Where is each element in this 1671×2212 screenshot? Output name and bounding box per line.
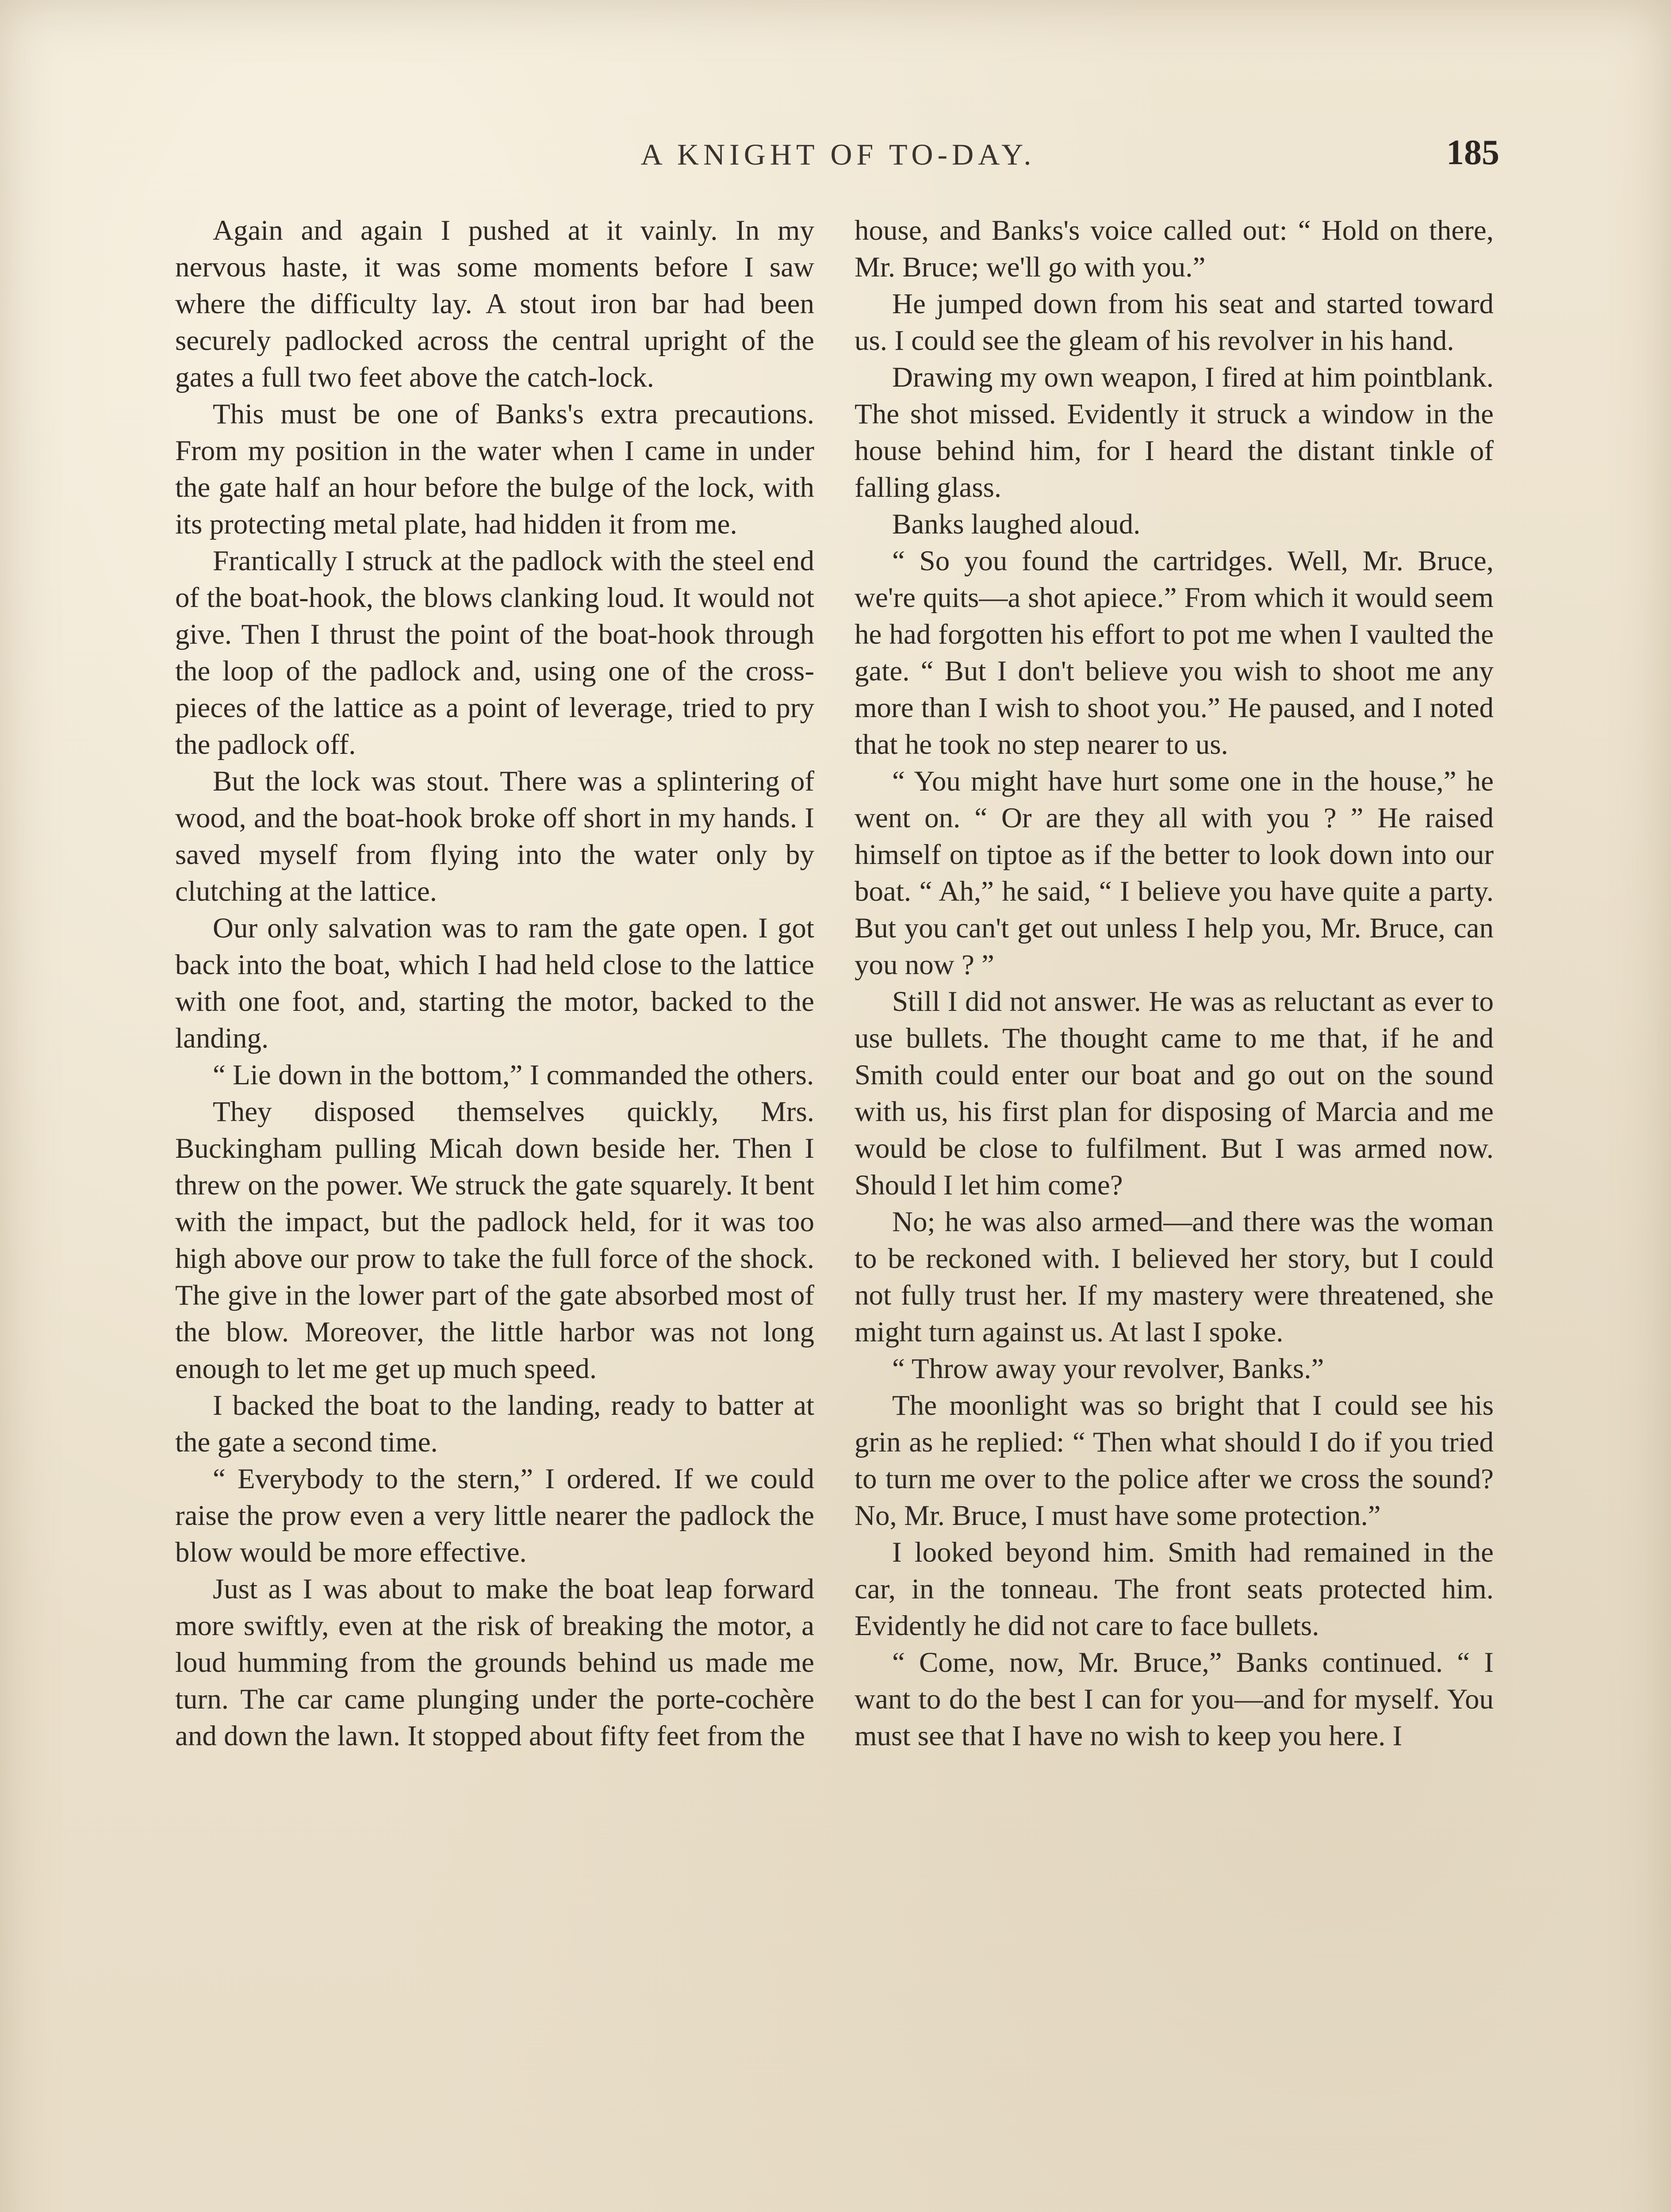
paragraph: The moonlight was so bright that I could see his grin as he replied: “ Then what should I do if you tried to turn me over to the police after we cross the sound? No, Mr. Bruce, I must have some protection.” bbox=[855, 1390, 1494, 1532]
paragraph: “ So you found the cartridges. Well, Mr. Bruce, we're quits—a shot apiece.” From which it would seem he had forgotten his effort to pot me when I vaulted the gate. “ But I don't believe you wish to shoot me any more than I wish to shoot you.” He paused, and I noted that he took no step nearer to us. bbox=[855, 545, 1494, 760]
paragraph: “ Throw away your revolver, Banks.” bbox=[892, 1353, 1324, 1385]
paragraph: Our only salvation was to ram the gate open. I got back into the boat, which I had held close to the lattice with one foot, and, starting the motor, backed to the landing. bbox=[175, 912, 814, 1054]
paragraph: “ You might have hurt some one in the house,” he went on. “ Or are they all with you ? ” He raised himself on tiptoe as if the better to look down into our boat. “ Ah,” he said, “ I believe you have quite a party. But you can't get out unless I help you, Mr. Bruce, can you now ? ” bbox=[855, 765, 1494, 981]
continued-paragraph: house, and Banks's voice called out: “ Hold on there, Mr. Bruce; we'll go with you.” bbox=[855, 215, 1494, 283]
paragraph: Again and again I pushed at it vainly. In my nervous haste, it was some moments before I saw where the difficulty lay. A stout iron bar had been securely padlocked across the central upright of the gates a full two feet above the catch-lock. bbox=[175, 215, 814, 393]
right-column bbox=[855, 212, 1494, 1755]
paragraph: This must be one of Banks's extra precautions. From my position in the water when I came in under the gate half an hour before the bulge of the lock, with its protecting metal plate, had hidden it from me. bbox=[175, 398, 814, 540]
paragraph: Frantically I struck at the padlock with the steel end of the boat-hook, the blows clanking loud. It would not give. Then I thrust the point of the boat-hook through the loop of the padlock and, using one of the cross-pieces of the lattice as a point of leverage, tried to pry the padlock off. bbox=[175, 545, 814, 760]
page-header bbox=[177, 133, 1499, 186]
paragraph: Drawing my own weapon, I fired at him pointblank. The shot missed. Evidently it struck a window in the house behind him, for I heard the distant tinkle of falling glass. bbox=[855, 361, 1494, 503]
page-number: 185 bbox=[1446, 133, 1499, 172]
paragraph: Banks laughed aloud. bbox=[892, 508, 1141, 540]
paragraph: I looked beyond him. Smith had remained in the car, in the tonneau. The front seats protected him. Evidently he did not care to face bullets. bbox=[855, 1536, 1494, 1642]
paragraph: I backed the boat to the landing, ready to batter at the gate a second time. bbox=[175, 1390, 814, 1458]
paragraph: “ Lie down in the bottom,” I commanded the others. bbox=[213, 1059, 814, 1091]
paragraph: They disposed themselves quickly, Mrs. Buckingham pulling Micah down beside her. Then I threw on the power. We struck the gate squarely. It bent with the impact, but the padlock held, for it was too high above our prow to take the full force of the shock. The give in the lower part of the gate absorbed most of the blow. Moreover, the little harbor was not long enough to let me get up much speed. bbox=[175, 1096, 814, 1385]
running-title: A KNIGHT OF TO-DAY. bbox=[640, 138, 1036, 171]
paragraph: Just as I was about to make the boat leap forward more swiftly, even at the risk of breaking the motor, a loud humming from the grounds behind us made me turn. The car came plunging under the porte-cochère and down the lawn. It stopped about fifty feet from the bbox=[175, 1573, 814, 1752]
paragraph: Still I did not answer. He was as reluctant as ever to use bullets. The thought came to me that, if he and Smith could enter our boat and go out on the sound with us, his first plan for disposing of Marcia and me would be close to fulfilment. But I was armed now. Should I let him come? bbox=[855, 986, 1494, 1201]
paragraph: No; he was also armed—and there was the woman to be reckoned with. I believed her story, but I could not fully trust her. If my mastery were threatened, she might turn against us. At last I spoke. bbox=[855, 1206, 1494, 1348]
paragraph: “ Come, now, Mr. Bruce,” Banks continued. “ I want to do the best I can for you—and for myself. You must see that I have no wish to keep you here. I bbox=[855, 1647, 1494, 1752]
paragraph: But the lock was stout. There was a splintering of wood, and the boat-hook broke off short in my hands. I saved myself from flying into the water only by clutching at the lattice. bbox=[175, 765, 814, 907]
paragraph: “ Everybody to the stern,” I ordered. If we could raise the prow even a very little nearer the padlock the blow would be more effective. bbox=[175, 1463, 814, 1568]
left-column bbox=[175, 212, 814, 1755]
paragraph: He jumped down from his seat and started toward us. I could see the gleam of his revolver in his hand. bbox=[855, 288, 1494, 357]
